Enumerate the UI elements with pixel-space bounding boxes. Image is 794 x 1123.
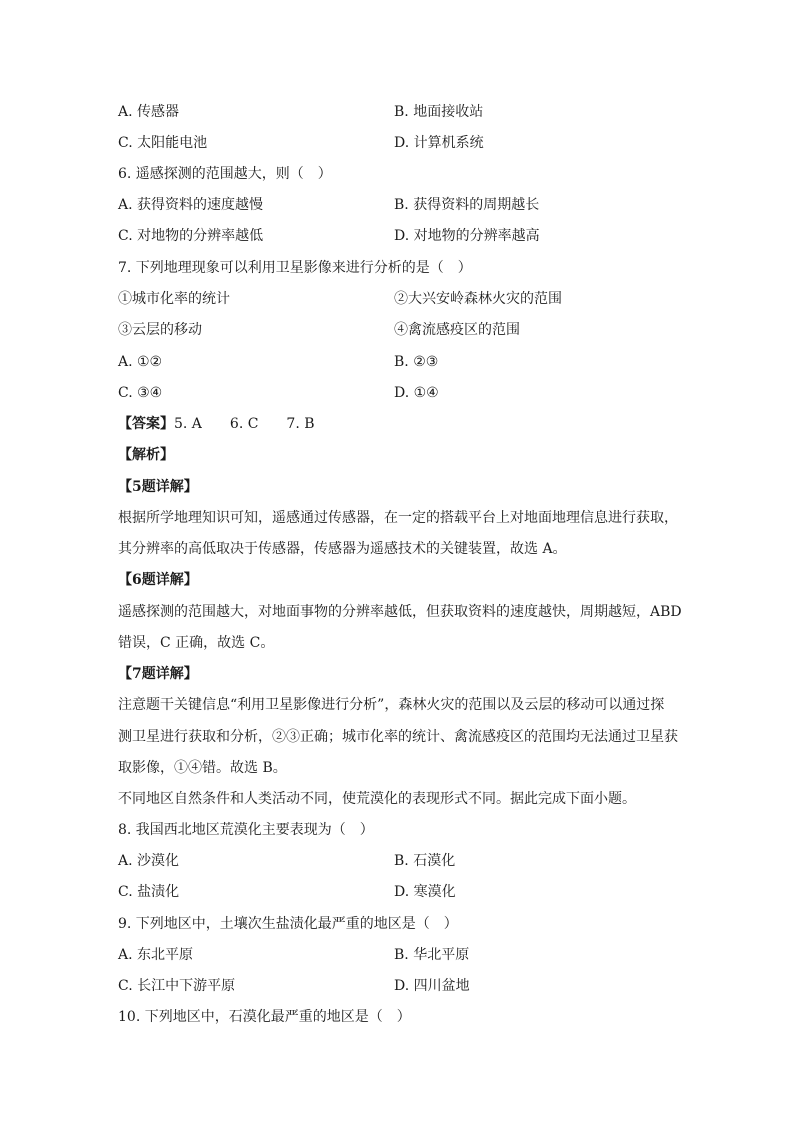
q7-option-a: A. ①②	[118, 354, 163, 370]
q7-row-cd	[118, 383, 439, 403]
q5-option-d: D. 计算机系统	[394, 135, 484, 151]
q8-option-d: D. 寒漠化	[394, 884, 456, 900]
q10-stem: 10. 下列地区中，石漠化最严重的地区是（ ）	[118, 1009, 411, 1025]
q7-option-c: C. ③④	[118, 385, 163, 401]
q5-row-ab	[118, 102, 484, 122]
analysis-label: 【解析】	[118, 447, 174, 463]
q5-detail-line-2: 其分辨率的高低取决于传感器，传感器为遥感技术的关键装置，故选 A。	[118, 541, 567, 557]
q7-detail-line-2: 测卫星进行获取和分析，②③正确；城市化率的统计、禽流感疫区的范围均无法通过卫星获	[118, 729, 678, 745]
q8-option-c: C. 盐渍化	[118, 884, 180, 900]
q5-detail-label: 【5题详解】	[118, 479, 198, 495]
group-intro: 不同地区自然条件和人类活动不同，使荒漠化的表现形式不同。据此完成下面小题。	[118, 791, 636, 807]
q8-row-cd	[118, 882, 456, 902]
q6-detail-label: 【6题详解】	[118, 572, 198, 588]
q6-stem: 6. 遥感探测的范围越大，则（ ）	[118, 166, 332, 182]
q7-item-4: ④禽流感疫区的范围	[394, 322, 520, 338]
q7-item-2: ②大兴安岭森林火灾的范围	[394, 291, 562, 307]
q8-row-ab	[118, 851, 456, 871]
q8-option-a: A. 沙漠化	[118, 853, 180, 869]
q9-option-b: B. 华北平原	[394, 947, 470, 963]
q5-option-b: B. 地面接收站	[394, 104, 484, 120]
answer-label: 【答案】	[118, 416, 174, 432]
q7-stem: 7. 下列地理现象可以利用卫星影像来进行分析的是（ ）	[118, 260, 472, 276]
q5-option-c: C. 太阳能电池	[118, 135, 208, 151]
q6-option-a: A. 获得资料的速度越慢	[118, 197, 264, 213]
q9-row-cd	[118, 976, 470, 996]
q9-stem: 9. 下列地区中，土壤次生盐渍化最严重的地区是（ ）	[118, 916, 458, 932]
q6-option-b: B. 获得资料的周期越长	[394, 197, 540, 213]
q9-row-ab	[118, 945, 470, 965]
q5-option-a: A. 传感器	[118, 104, 180, 120]
q7-item-3: ③云层的移动	[118, 322, 202, 338]
q6-row-cd	[118, 226, 540, 246]
q7-row-ab	[118, 352, 439, 372]
q7-option-b: B. ②③	[394, 354, 439, 370]
q9-option-d: D. 四川盆地	[394, 978, 470, 994]
answer-text: 5. A 6. C 7. B	[174, 416, 315, 432]
q9-option-a: A. 东北平原	[118, 947, 194, 963]
q7-row-items12	[118, 289, 562, 309]
q6-detail-line-2: 错误，C 正确，故选 C。	[118, 635, 275, 651]
q7-detail-label: 【7题详解】	[118, 666, 198, 682]
q6-detail-line-1: 遥感探测的范围越大，对地面事物的分辨率越低，但获取资料的速度越快，周期越短，ABD	[118, 604, 682, 620]
q7-item-1: ①城市化率的统计	[118, 291, 230, 307]
q6-row-ab	[118, 195, 540, 215]
q5-detail-line-1: 根据所学地理知识可知，遥感通过传感器，在一定的搭载平台上对地面地理信息进行获取，	[118, 510, 678, 526]
q7-row-items34	[118, 320, 520, 340]
q7-detail-line-3: 取影像，①④错。故选 B。	[118, 760, 287, 776]
q9-option-c: C. 长江中下游平原	[118, 978, 236, 994]
q5-row-cd	[118, 133, 484, 153]
q8-stem: 8. 我国西北地区荒漠化主要表现为（ ）	[118, 822, 374, 838]
answer-line	[118, 414, 315, 434]
q6-option-d: D. 对地物的分辨率越高	[394, 228, 540, 244]
q7-detail-line-1: 注意题干关键信息“利用卫星影像进行分析”，森林火灾的范围以及云层的移动可以通过探	[118, 697, 665, 713]
q8-option-b: B. 石漠化	[394, 853, 456, 869]
q6-option-c: C. 对地物的分辨率越低	[118, 228, 264, 244]
q7-option-d: D. ①④	[394, 385, 439, 401]
